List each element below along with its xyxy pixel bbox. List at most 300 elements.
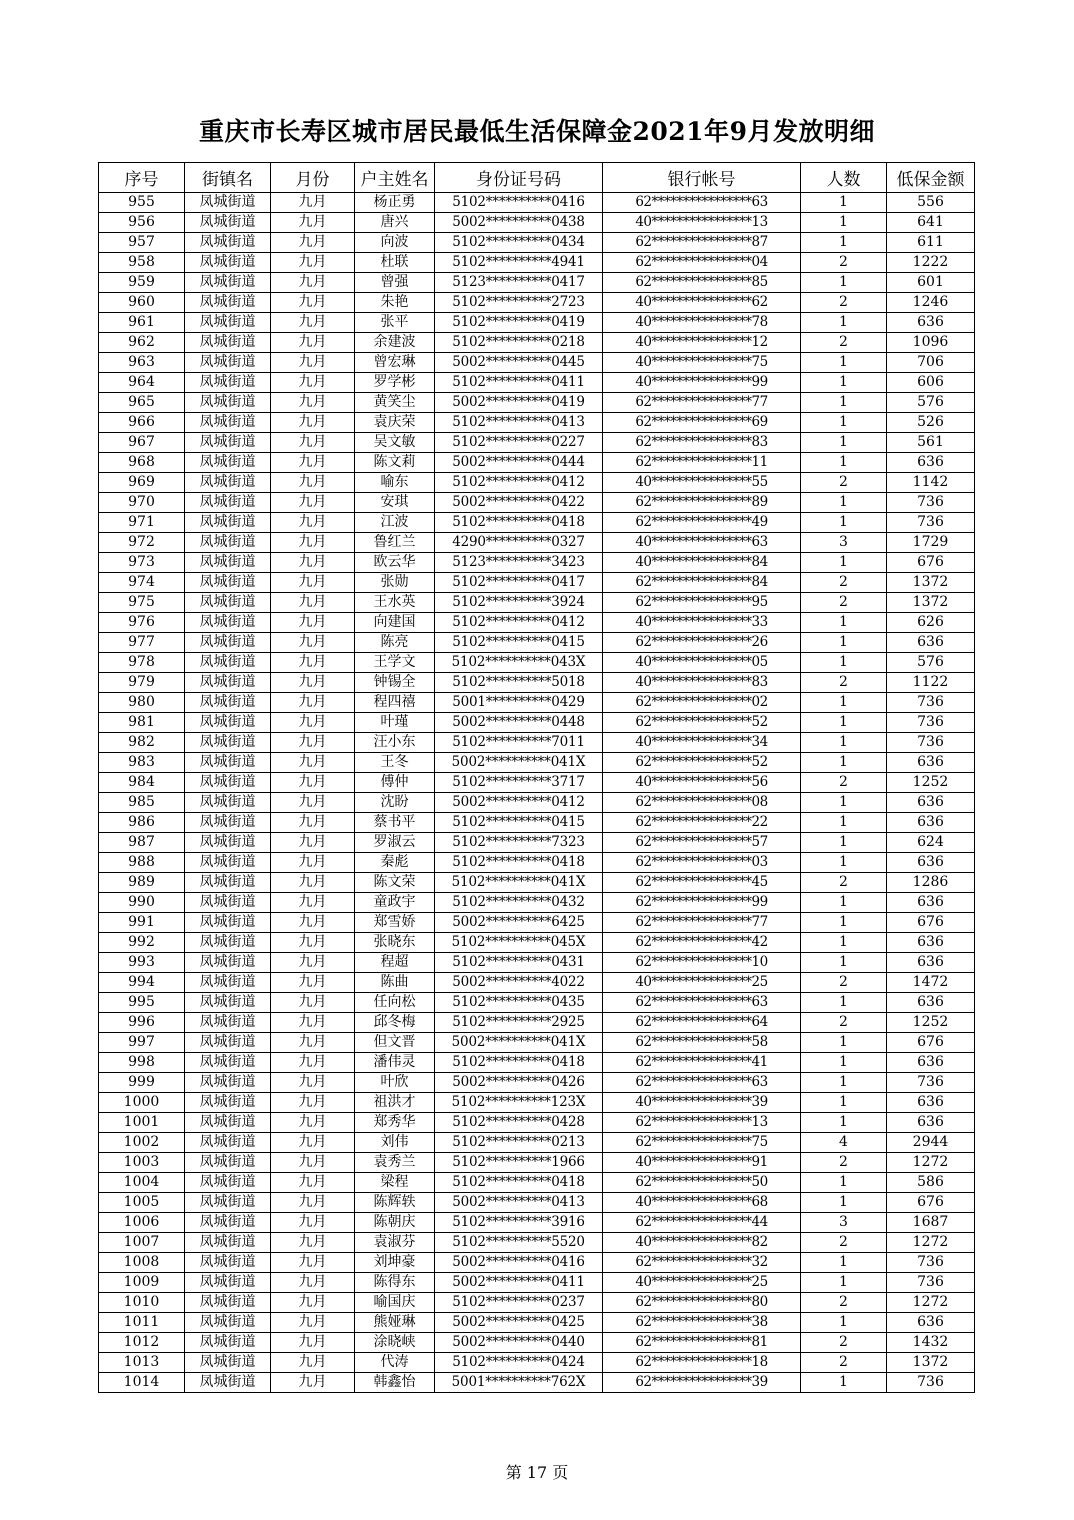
cell-seq: 987 (99, 833, 185, 853)
cell-bank-account: 62****************04 (603, 253, 801, 273)
cell-amount: 1432 (887, 1333, 975, 1353)
cell-people-count: 2 (801, 333, 887, 353)
cell-householder: 沈盼 (355, 793, 435, 813)
cell-id-number: 5102**********041X (435, 873, 603, 893)
cell-amount: 636 (887, 1053, 975, 1073)
cell-town: 凤城街道 (185, 193, 271, 213)
cell-month: 九月 (271, 673, 355, 693)
cell-amount: 736 (887, 693, 975, 713)
table-row (99, 933, 975, 953)
cell-amount: 1252 (887, 1013, 975, 1033)
cell-bank-account: 40****************33 (603, 613, 801, 633)
cell-householder: 刘伟 (355, 1133, 435, 1153)
cell-seq: 1013 (99, 1353, 185, 1373)
cell-month: 九月 (271, 353, 355, 373)
cell-seq: 985 (99, 793, 185, 813)
cell-amount: 1729 (887, 533, 975, 553)
cell-bank-account: 62****************69 (603, 413, 801, 433)
cell-householder: 祖洪才 (355, 1093, 435, 1113)
cell-town: 凤城街道 (185, 913, 271, 933)
cell-people-count: 1 (801, 1313, 887, 1333)
cell-people-count: 1 (801, 1193, 887, 1213)
cell-month: 九月 (271, 873, 355, 893)
cell-householder: 王水英 (355, 593, 435, 613)
cell-month: 九月 (271, 853, 355, 873)
cell-amount: 1372 (887, 1353, 975, 1373)
cell-seq: 1004 (99, 1173, 185, 1193)
cell-bank-account: 62****************41 (603, 1053, 801, 1073)
cell-seq: 989 (99, 873, 185, 893)
cell-id-number: 4290**********0327 (435, 533, 603, 553)
cell-amount: 736 (887, 733, 975, 753)
cell-householder: 钟锡全 (355, 673, 435, 693)
cell-month: 九月 (271, 1113, 355, 1133)
cell-seq: 997 (99, 1033, 185, 1053)
cell-town: 凤城街道 (185, 993, 271, 1013)
cell-id-number: 5002**********0426 (435, 1073, 603, 1093)
cell-town: 凤城街道 (185, 973, 271, 993)
table-row (99, 1213, 975, 1233)
cell-month: 九月 (271, 273, 355, 293)
cell-bank-account: 40****************84 (603, 553, 801, 573)
cell-householder: 邱冬梅 (355, 1013, 435, 1033)
cell-town: 凤城街道 (185, 1033, 271, 1053)
cell-bank-account: 40****************62 (603, 293, 801, 313)
cell-seq: 995 (99, 993, 185, 1013)
cell-people-count: 1 (801, 393, 887, 413)
table-row (99, 333, 975, 353)
cell-householder: 熊娅琳 (355, 1313, 435, 1333)
cell-bank-account: 62****************03 (603, 853, 801, 873)
table-row (99, 893, 975, 913)
cell-town: 凤城街道 (185, 1233, 271, 1253)
table-row (99, 493, 975, 513)
cell-seq: 986 (99, 813, 185, 833)
cell-town: 凤城街道 (185, 493, 271, 513)
cell-bank-account: 62****************39 (603, 1373, 801, 1393)
cell-amount: 706 (887, 353, 975, 373)
cell-people-count: 1 (801, 353, 887, 373)
cell-seq: 956 (99, 213, 185, 233)
cell-id-number: 5102**********0428 (435, 1113, 603, 1133)
table-row (99, 993, 975, 1013)
cell-id-number: 5002**********0411 (435, 1273, 603, 1293)
table-row (99, 273, 975, 293)
cell-householder: 代涛 (355, 1353, 435, 1373)
cell-seq: 983 (99, 753, 185, 773)
cell-people-count: 1 (801, 453, 887, 473)
cell-town: 凤城街道 (185, 713, 271, 733)
cell-people-count: 1 (801, 1073, 887, 1093)
cell-people-count: 2 (801, 973, 887, 993)
cell-id-number: 5001**********762X (435, 1373, 603, 1393)
cell-month: 九月 (271, 193, 355, 213)
cell-bank-account: 62****************38 (603, 1313, 801, 1333)
cell-seq: 982 (99, 733, 185, 753)
cell-householder: 叶瑾 (355, 713, 435, 733)
cell-seq: 960 (99, 293, 185, 313)
table-row (99, 313, 975, 333)
cell-month: 九月 (271, 773, 355, 793)
cell-seq: 1009 (99, 1273, 185, 1293)
cell-town: 凤城街道 (185, 593, 271, 613)
cell-town: 凤城街道 (185, 1173, 271, 1193)
cell-amount: 636 (887, 813, 975, 833)
cell-id-number: 5123**********0417 (435, 273, 603, 293)
cell-people-count: 1 (801, 433, 887, 453)
cell-bank-account: 40****************12 (603, 333, 801, 353)
cell-amount: 2944 (887, 1133, 975, 1153)
table-row (99, 733, 975, 753)
cell-amount: 636 (887, 633, 975, 653)
cell-householder: 张晓东 (355, 933, 435, 953)
cell-seq: 971 (99, 513, 185, 533)
cell-bank-account: 62****************75 (603, 1133, 801, 1153)
cell-seq: 996 (99, 1013, 185, 1033)
cell-month: 九月 (271, 553, 355, 573)
cell-month: 九月 (271, 293, 355, 313)
cell-householder: 陈曲 (355, 973, 435, 993)
table-row (99, 353, 975, 373)
cell-bank-account: 40****************05 (603, 653, 801, 673)
cell-bank-account: 40****************25 (603, 1273, 801, 1293)
cell-bank-account: 62****************80 (603, 1293, 801, 1313)
cell-seq: 962 (99, 333, 185, 353)
cell-seq: 1012 (99, 1333, 185, 1353)
cell-seq: 967 (99, 433, 185, 453)
cell-month: 九月 (271, 1353, 355, 1373)
cell-amount: 1272 (887, 1153, 975, 1173)
cell-month: 九月 (271, 1233, 355, 1253)
cell-amount: 636 (887, 313, 975, 333)
cell-id-number: 5102**********0434 (435, 233, 603, 253)
cell-amount: 606 (887, 373, 975, 393)
cell-seq: 963 (99, 353, 185, 373)
cell-householder: 袁淑芬 (355, 1233, 435, 1253)
cell-month: 九月 (271, 573, 355, 593)
cell-people-count: 2 (801, 1333, 887, 1353)
cell-bank-account: 62****************99 (603, 893, 801, 913)
cell-amount: 736 (887, 1073, 975, 1093)
cell-month: 九月 (271, 893, 355, 913)
table-row (99, 1053, 975, 1073)
cell-amount: 636 (887, 1113, 975, 1133)
table-row (99, 533, 975, 553)
cell-town: 凤城街道 (185, 1353, 271, 1373)
cell-householder: 张勋 (355, 573, 435, 593)
cell-seq: 970 (99, 493, 185, 513)
cell-householder: 陈朝庆 (355, 1213, 435, 1233)
cell-people-count: 2 (801, 473, 887, 493)
cell-people-count: 2 (801, 1013, 887, 1033)
cell-amount: 636 (887, 753, 975, 773)
cell-bank-account: 40****************75 (603, 353, 801, 373)
cell-bank-account: 62****************87 (603, 233, 801, 253)
table-row (99, 713, 975, 733)
cell-id-number: 5102**********0424 (435, 1353, 603, 1373)
cell-householder: 秦彪 (355, 853, 435, 873)
page-number: 第 17 页 (505, 1463, 569, 1482)
cell-seq: 958 (99, 253, 185, 273)
cell-amount: 611 (887, 233, 975, 253)
cell-month: 九月 (271, 1093, 355, 1113)
cell-people-count: 1 (801, 1173, 887, 1193)
table-row (99, 1233, 975, 1253)
cell-seq: 972 (99, 533, 185, 553)
header-id-number: 身份证号码 (435, 163, 603, 193)
cell-seq: 964 (99, 373, 185, 393)
cell-town: 凤城街道 (185, 413, 271, 433)
cell-seq: 1001 (99, 1113, 185, 1133)
cell-town: 凤城街道 (185, 813, 271, 833)
table-row (99, 513, 975, 533)
cell-town: 凤城街道 (185, 673, 271, 693)
cell-people-count: 1 (801, 833, 887, 853)
cell-householder: 涂晓峡 (355, 1333, 435, 1353)
cell-month: 九月 (271, 913, 355, 933)
table-row (99, 1253, 975, 1273)
cell-amount: 636 (887, 953, 975, 973)
cell-month: 九月 (271, 313, 355, 333)
cell-amount: 641 (887, 213, 975, 233)
cell-id-number: 5102**********0415 (435, 633, 603, 653)
cell-householder: 向建国 (355, 613, 435, 633)
table-body (99, 193, 975, 1393)
cell-seq: 999 (99, 1073, 185, 1093)
cell-month: 九月 (271, 973, 355, 993)
cell-town: 凤城街道 (185, 253, 271, 273)
cell-householder: 袁秀兰 (355, 1153, 435, 1173)
cell-amount: 636 (887, 933, 975, 953)
cell-bank-account: 62****************58 (603, 1033, 801, 1053)
cell-people-count: 1 (801, 713, 887, 733)
cell-householder: 曾强 (355, 273, 435, 293)
cell-town: 凤城街道 (185, 1193, 271, 1213)
cell-town: 凤城街道 (185, 473, 271, 493)
cell-town: 凤城街道 (185, 533, 271, 553)
cell-bank-account: 40****************91 (603, 1153, 801, 1173)
cell-people-count: 2 (801, 573, 887, 593)
cell-id-number: 5002**********0422 (435, 493, 603, 513)
cell-amount: 626 (887, 613, 975, 633)
cell-id-number: 5102**********7011 (435, 733, 603, 753)
cell-householder: 刘坤豪 (355, 1253, 435, 1273)
table-row (99, 773, 975, 793)
cell-town: 凤城街道 (185, 233, 271, 253)
cell-id-number: 5002**********0440 (435, 1333, 603, 1353)
cell-seq: 969 (99, 473, 185, 493)
cell-householder: 但文晋 (355, 1033, 435, 1053)
cell-id-number: 5002**********0444 (435, 453, 603, 473)
cell-id-number: 5102**********1966 (435, 1153, 603, 1173)
table-row (99, 1373, 975, 1393)
cell-seq: 988 (99, 853, 185, 873)
table-row (99, 293, 975, 313)
cell-town: 凤城街道 (185, 633, 271, 653)
cell-bank-account: 40****************78 (603, 313, 801, 333)
cell-amount: 1372 (887, 593, 975, 613)
table-row (99, 413, 975, 433)
cell-bank-account: 62****************10 (603, 953, 801, 973)
cell-bank-account: 62****************85 (603, 273, 801, 293)
cell-amount: 636 (887, 1093, 975, 1113)
table-row (99, 1093, 975, 1113)
cell-householder: 陈文莉 (355, 453, 435, 473)
cell-people-count: 1 (801, 813, 887, 833)
cell-people-count: 1 (801, 1093, 887, 1113)
cell-id-number: 5102**********4941 (435, 253, 603, 273)
cell-town: 凤城街道 (185, 833, 271, 853)
cell-seq: 966 (99, 413, 185, 433)
cell-town: 凤城街道 (185, 373, 271, 393)
table-row (99, 973, 975, 993)
cell-id-number: 5102**********5018 (435, 673, 603, 693)
cell-amount: 576 (887, 393, 975, 413)
cell-seq: 1014 (99, 1373, 185, 1393)
cell-seq: 998 (99, 1053, 185, 1073)
table-row (99, 813, 975, 833)
table-row (99, 633, 975, 653)
cell-bank-account: 62****************13 (603, 1113, 801, 1133)
cell-town: 凤城街道 (185, 653, 271, 673)
cell-householder: 朱艳 (355, 293, 435, 313)
cell-bank-account: 40****************99 (603, 373, 801, 393)
table-row (99, 1033, 975, 1053)
cell-month: 九月 (271, 933, 355, 953)
cell-month: 九月 (271, 733, 355, 753)
cell-seq: 979 (99, 673, 185, 693)
cell-id-number: 5001**********0429 (435, 693, 603, 713)
cell-amount: 526 (887, 413, 975, 433)
cell-month: 九月 (271, 1253, 355, 1273)
cell-seq: 1010 (99, 1293, 185, 1313)
cell-people-count: 2 (801, 673, 887, 693)
cell-bank-account: 40****************83 (603, 673, 801, 693)
table-row (99, 853, 975, 873)
cell-seq: 980 (99, 693, 185, 713)
cell-householder: 袁庆荣 (355, 413, 435, 433)
cell-id-number: 5002**********041X (435, 1033, 603, 1053)
cell-people-count: 1 (801, 893, 887, 913)
header-people-count: 人数 (801, 163, 887, 193)
cell-amount: 586 (887, 1173, 975, 1193)
cell-month: 九月 (271, 1193, 355, 1213)
table-row (99, 653, 975, 673)
cell-seq: 994 (99, 973, 185, 993)
cell-amount: 736 (887, 1273, 975, 1293)
cell-town: 凤城街道 (185, 753, 271, 773)
cell-id-number: 5102**********0213 (435, 1133, 603, 1153)
table-row (99, 1073, 975, 1093)
cell-id-number: 5002**********0438 (435, 213, 603, 233)
cell-people-count: 2 (801, 1153, 887, 1173)
cell-householder: 任向松 (355, 993, 435, 1013)
cell-amount: 1272 (887, 1293, 975, 1313)
cell-id-number: 5102**********0417 (435, 573, 603, 593)
cell-householder: 傅仲 (355, 773, 435, 793)
cell-bank-account: 40****************13 (603, 213, 801, 233)
cell-town: 凤城街道 (185, 1213, 271, 1233)
table-row (99, 1193, 975, 1213)
cell-amount: 636 (887, 1313, 975, 1333)
cell-seq: 959 (99, 273, 185, 293)
cell-town: 凤城街道 (185, 393, 271, 413)
table-row (99, 1153, 975, 1173)
cell-seq: 981 (99, 713, 185, 733)
cell-householder: 杨正勇 (355, 193, 435, 213)
cell-bank-account: 62****************45 (603, 873, 801, 893)
cell-amount: 636 (887, 793, 975, 813)
cell-people-count: 1 (801, 193, 887, 213)
table-row (99, 953, 975, 973)
header-bank-account: 银行帐号 (603, 163, 801, 193)
cell-householder: 陈文荣 (355, 873, 435, 893)
cell-id-number: 5102**********0415 (435, 813, 603, 833)
cell-bank-account: 40****************34 (603, 733, 801, 753)
cell-amount: 636 (887, 993, 975, 1013)
cell-month: 九月 (271, 213, 355, 233)
cell-month: 九月 (271, 333, 355, 353)
table-row (99, 373, 975, 393)
cell-id-number: 5102**********5520 (435, 1233, 603, 1253)
cell-people-count: 3 (801, 1213, 887, 1233)
cell-seq: 991 (99, 913, 185, 933)
cell-month: 九月 (271, 493, 355, 513)
cell-bank-account: 62****************84 (603, 573, 801, 593)
cell-householder: 余建波 (355, 333, 435, 353)
cell-seq: 984 (99, 773, 185, 793)
cell-seq: 1005 (99, 1193, 185, 1213)
cell-people-count: 1 (801, 993, 887, 1013)
cell-people-count: 2 (801, 1353, 887, 1373)
cell-householder: 陈亮 (355, 633, 435, 653)
cell-id-number: 5102**********123X (435, 1093, 603, 1113)
cell-bank-account: 62****************63 (603, 993, 801, 1013)
cell-id-number: 5102**********2723 (435, 293, 603, 313)
cell-month: 九月 (271, 633, 355, 653)
cell-id-number: 5102**********0418 (435, 853, 603, 873)
table-row (99, 1293, 975, 1313)
cell-id-number: 5102**********0218 (435, 333, 603, 353)
cell-people-count: 1 (801, 313, 887, 333)
cell-amount: 736 (887, 1253, 975, 1273)
cell-month: 九月 (271, 1033, 355, 1053)
cell-id-number: 5102**********0411 (435, 373, 603, 393)
cell-town: 凤城街道 (185, 1093, 271, 1113)
cell-householder: 汪小东 (355, 733, 435, 753)
cell-people-count: 1 (801, 953, 887, 973)
table-row (99, 573, 975, 593)
cell-town: 凤城街道 (185, 693, 271, 713)
cell-month: 九月 (271, 433, 355, 453)
cell-householder: 程四禧 (355, 693, 435, 713)
cell-people-count: 4 (801, 1133, 887, 1153)
cell-town: 凤城街道 (185, 1133, 271, 1153)
cell-bank-account: 62****************26 (603, 633, 801, 653)
cell-people-count: 1 (801, 733, 887, 753)
cell-id-number: 5102**********0418 (435, 1173, 603, 1193)
cell-amount: 1142 (887, 473, 975, 493)
cell-amount: 1222 (887, 253, 975, 273)
cell-id-number: 5002**********0416 (435, 1253, 603, 1273)
cell-id-number: 5102**********0412 (435, 473, 603, 493)
cell-people-count: 1 (801, 913, 887, 933)
cell-id-number: 5102**********045X (435, 933, 603, 953)
cell-seq: 961 (99, 313, 185, 333)
cell-town: 凤城街道 (185, 293, 271, 313)
cell-people-count: 1 (801, 1033, 887, 1053)
cell-amount: 601 (887, 273, 975, 293)
